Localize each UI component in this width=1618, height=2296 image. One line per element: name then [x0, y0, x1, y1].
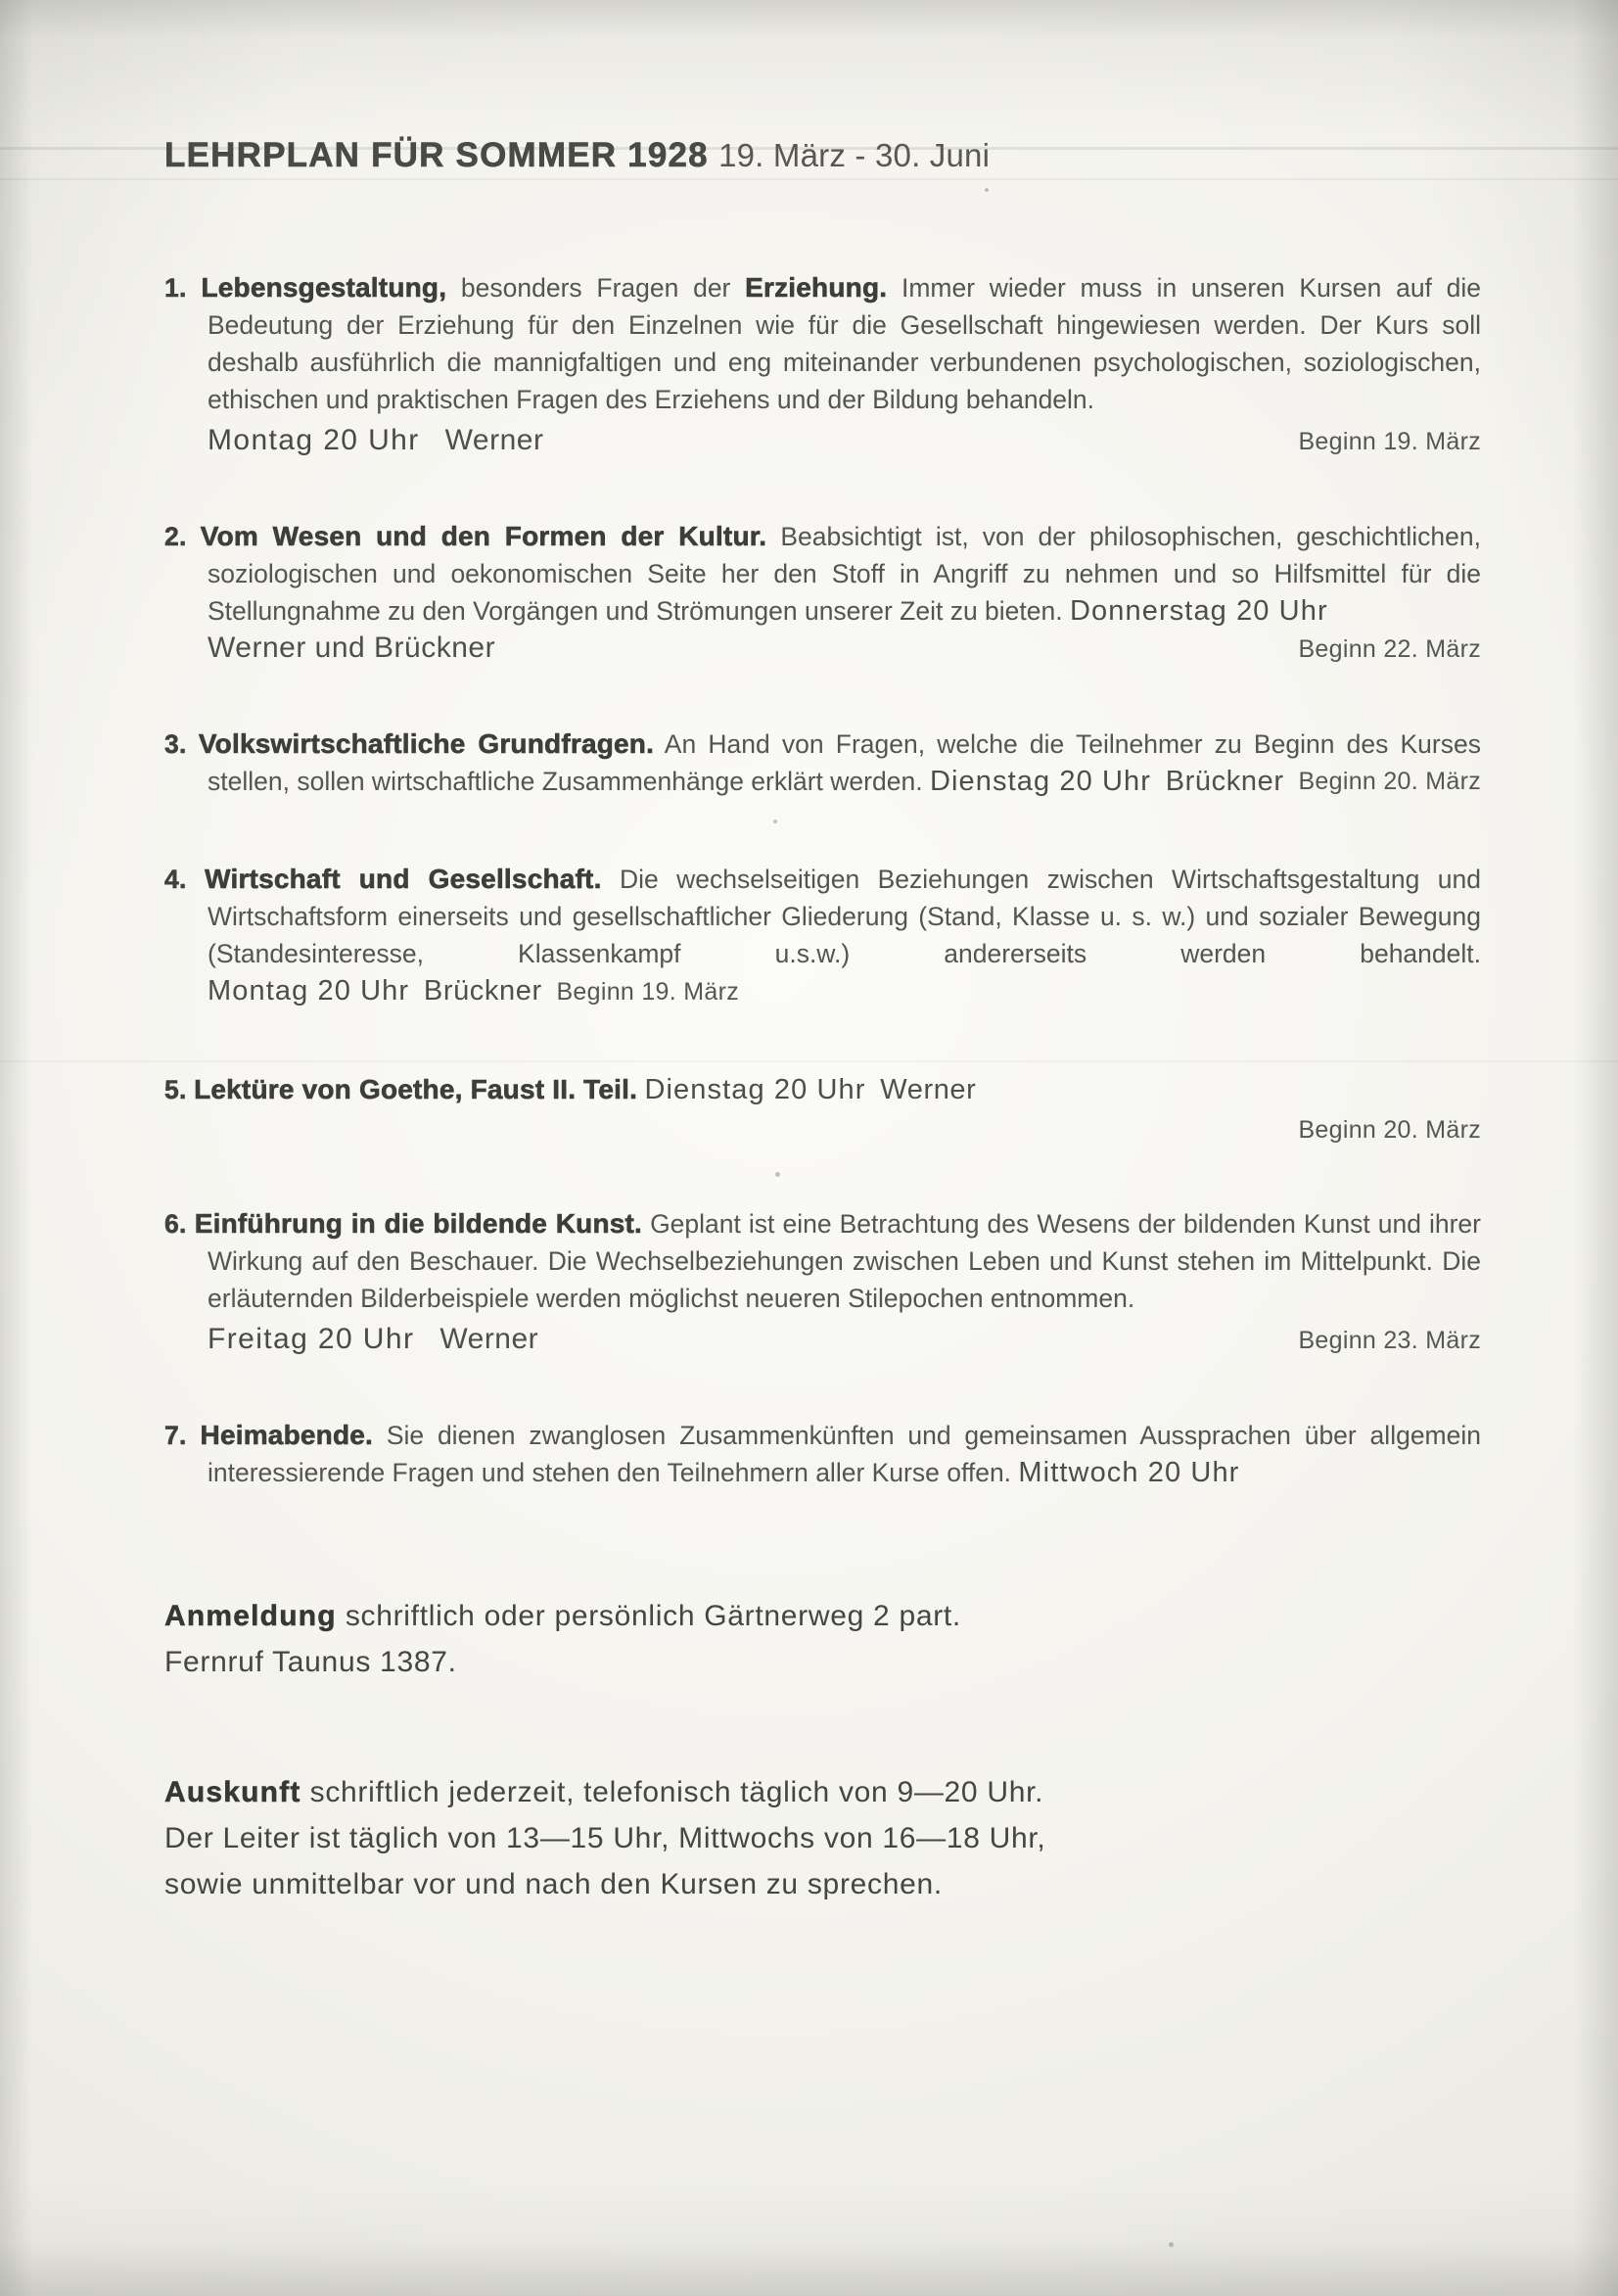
course-2-description: Beabsichtigt ist, von der philosophischen, geschichtlichen, soziologischen und oekonomischen Seite her den Stoff in Angriff zu nehmen und so Hilfsmittel für die Stellungnahme zu den Vorgängen und Strömungen unserer Zeit zu bieten. [208, 521, 1481, 626]
course-7-number: 7. [164, 1420, 187, 1450]
page-edge-shadow-left [0, 0, 33, 2296]
course-3-paragraph [164, 726, 1481, 800]
information-note-lead: Auskunft [164, 1775, 301, 1808]
course-2-number: 2. [164, 521, 187, 551]
course-3-number: 3. [164, 728, 187, 759]
course-3-teacher: Brückner [1165, 765, 1284, 797]
course-4-paragraph [164, 861, 1481, 1010]
course-5-schedule: Dienstag 20 Uhr [644, 1073, 866, 1105]
course-2-teacher-row [164, 632, 1481, 665]
course-7-schedule: Mittwoch 20 Uhr [1018, 1456, 1240, 1488]
document-content [164, 137, 1481, 1991]
course-1-begin-date: Beginn 19. März [1298, 427, 1481, 455]
course-1-number: 1. [164, 272, 187, 303]
information-note [164, 1769, 1481, 1907]
registration-note-line-2: Fernruf Taunus 1387. [164, 1645, 457, 1678]
course-1-description: Immer wieder muss in unseren Kursen auf die Bedeutung der Erziehung für den Einzelnen wie für die Gesellschaft hingewiesen werden. Der Kurs soll deshalb ausführlich die mannigfaltigen und eng miteinander verbundenen psychologischen, soziologischen, ethischen und praktischen Fragen des Erziehens und der Bildung behandeln. [208, 272, 1481, 414]
course-2-begin-date: Beginn 22. März [1298, 634, 1481, 663]
course-5-begin-date: Beginn 20. März [1298, 1115, 1481, 1144]
footer-notes [164, 1593, 1481, 1907]
course-5-teacher: Werner [880, 1073, 977, 1105]
course-item-4 [164, 861, 1481, 1010]
course-7-paragraph [164, 1417, 1481, 1491]
information-note-line-1 [164, 1769, 1481, 1815]
course-1-teacher: Werner [444, 423, 544, 456]
page-edge-shadow-bottom [0, 2241, 1618, 2296]
course-1-title-emphasis: Erziehung. [745, 271, 888, 303]
course-4-number: 4. [164, 864, 187, 894]
course-item-2 [164, 518, 1481, 665]
registration-note-lead: Anmeldung [164, 1599, 337, 1632]
information-note-line-3: sowie unmittelbar vor und nach den Kursen zu sprechen. [164, 1867, 943, 1900]
course-1-paragraph [164, 269, 1481, 418]
information-note-line-1-rest: schriftlich jederzeit, telefonisch täglich von 9—20 Uhr. [300, 1775, 1044, 1808]
course-1-schedule-row [164, 424, 1481, 457]
course-5-paragraph [164, 1071, 1481, 1108]
course-2-teacher: Werner und Brückner [208, 631, 496, 664]
course-6-teacher: Werner [439, 1322, 539, 1355]
course-1-schedule: Montag 20 Uhr [208, 423, 420, 456]
course-6-description: Geplant ist eine Betrachtung des Wesens der bildenden Kunst und ihrer Wirkung auf den Beschauer. Die Wechselbeziehungen zwischen Leben und Kunst stehen im Mittelpunkt. Die erläuternden Bilderbeispiele werden möglichst neueren Stilepochen entnommen. [208, 1208, 1481, 1313]
course-5-number: 5. [164, 1074, 187, 1104]
course-4-title: Wirtschaft und Gesellschaft. [205, 863, 602, 894]
page-edge-shadow-top [0, 0, 1618, 39]
course-3-title: Volkswirtschaftliche Grundfragen. [198, 727, 655, 759]
course-item-7 [164, 1417, 1481, 1491]
course-4-schedule: Montag 20 Uhr [208, 974, 410, 1007]
registration-note [164, 1593, 1481, 1685]
course-1-title: Lebensgestaltung, [201, 271, 447, 303]
course-6-paragraph [164, 1205, 1481, 1317]
course-1-desc-part1: besonders Fragen der [446, 272, 746, 303]
course-6-number: 6. [164, 1208, 187, 1239]
course-1-schedule-left [208, 424, 543, 457]
course-4-begin-date: Beginn 19. März [556, 977, 739, 1006]
registration-note-line-1-rest: schriftlich oder persönlich Gärtnerweg 2 part. [336, 1599, 961, 1632]
page-title-dates: 19. März - 30. Juni [718, 137, 991, 173]
course-5-title: Lektüre von Goethe, Faust II. Teil. [194, 1073, 638, 1104]
course-4-description: Die wechselseitigen Beziehungen zwischen Wirtschaftsgestaltung und Wirtschaftsform einerseits und gesellschaftlicher Gliederung (Stand, Klasse u. s. w.) und sozialer Bewegung (Standesinteresse, Klassenkampf u.s.w.) andererseits werden behandelt. [208, 864, 1481, 968]
course-4-teacher: Brückner [423, 974, 542, 1007]
course-2-schedule: Donnerstag 20 Uhr [1069, 594, 1328, 627]
course-item-6 [164, 1205, 1481, 1356]
course-6-schedule-left [208, 1323, 538, 1356]
course-2-title: Vom Wesen und den Formen der Kultur. [200, 520, 767, 551]
course-6-begin-date: Beginn 23. März [1298, 1326, 1481, 1354]
page-edge-shadow-right [1573, 0, 1618, 2296]
course-3-description: An Hand von Fragen, welche die Teilnehmer zu Beginn des Kurses stellen, sollen wirtschaftliche Zusammenhänge erklärt werden. [208, 728, 1481, 796]
course-7-title: Heimabende. [200, 1419, 374, 1450]
course-item-5 [164, 1071, 1481, 1145]
course-item-3 [164, 726, 1481, 800]
course-2-paragraph [164, 518, 1481, 630]
page-title [164, 137, 1481, 175]
page-title-main: LEHRPLAN FÜR SOMMER 1928 [164, 136, 709, 174]
course-6-schedule: Freitag 20 Uhr [208, 1322, 415, 1355]
course-5-begin-row [164, 1116, 1481, 1145]
course-7-description: Sie dienen zwanglosen Zusammenkünften und gemeinsamen Aussprachen über allgemein interessierende Fragen und stehen den Teilnehmern aller Kurse offen. [208, 1420, 1481, 1487]
course-3-begin-date: Beginn 20. März [1298, 767, 1481, 795]
paper-speck [1169, 2242, 1174, 2247]
information-note-line-2: Der Leiter ist täglich von 13—15 Uhr, Mittwochs von 16—18 Uhr, [164, 1821, 1046, 1854]
registration-note-line-1 [164, 1593, 1481, 1639]
course-3-schedule: Dienstag 20 Uhr [929, 765, 1151, 797]
course-6-schedule-row [164, 1323, 1481, 1356]
course-6-title: Einführung in die bildende Kunst. [194, 1207, 643, 1239]
course-item-1 [164, 269, 1481, 457]
